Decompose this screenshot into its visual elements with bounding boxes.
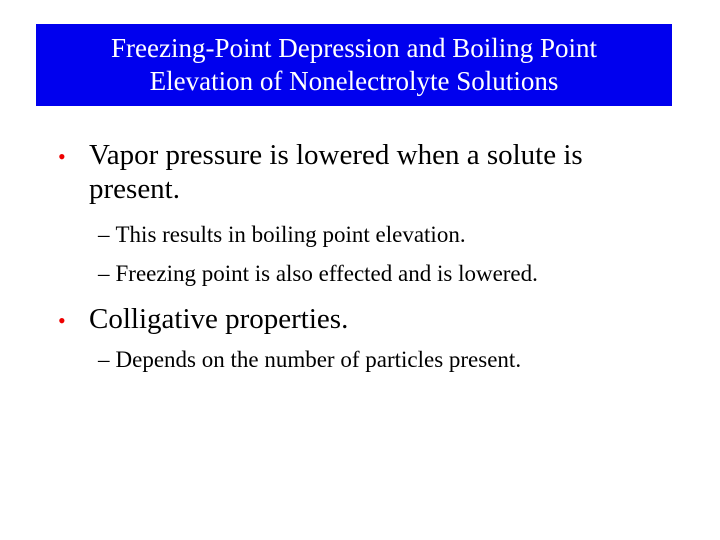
bullet-1-line-2: present.	[89, 173, 180, 205]
bullet-2-marker: •	[58, 308, 66, 333]
sub-bullet-2-1	[98, 346, 521, 374]
sub-bullet-2-1-text: Depends on the number of particles present.	[115, 347, 522, 372]
sub-bullet-1-2-text: Freezing point is also effected and is lowered.	[115, 261, 538, 286]
slide-title-line-2: Elevation of Nonelectrolyte Solutions	[149, 66, 559, 96]
sub-bullet-1-1	[98, 221, 466, 249]
bullet-1-line-1: Vapor pressure is lowered when a solute is	[89, 139, 583, 171]
bullet-1-marker: •	[58, 144, 66, 169]
slide-title-line-1: Freezing-Point Depression and Boiling Point	[111, 33, 597, 63]
bullet-2-text	[89, 302, 689, 336]
bullet-2-line-1: Colligative properties.	[89, 303, 349, 335]
sub-bullet-1-1-text: This results in boiling point elevation.	[115, 222, 466, 247]
bullet-1-text	[89, 138, 689, 206]
sub-bullet-1-2-marker: –	[98, 261, 110, 286]
sub-bullet-1-1-marker: –	[98, 222, 110, 247]
sub-bullet-2-1-marker: –	[98, 347, 110, 372]
sub-bullet-1-2	[98, 260, 538, 288]
